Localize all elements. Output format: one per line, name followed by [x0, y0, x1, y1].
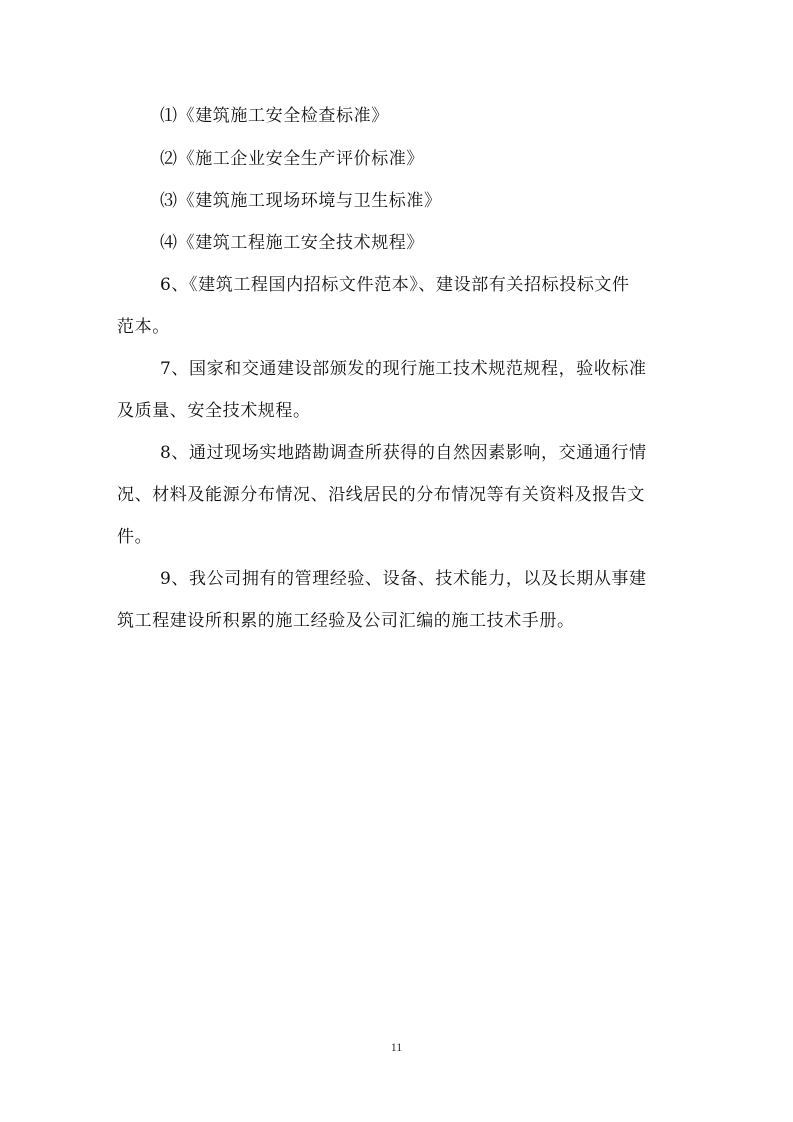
standard-item-4: ⑴《建筑施工安全检查标准》: [160, 106, 389, 126]
standard-item-6: ⑶《建筑施工现场环境与卫生标准》: [160, 191, 442, 211]
paragraph-9-line-1: 9、我公司拥有的管理经验、设备、技术能力，以及长期从事建: [160, 569, 647, 589]
paragraph-7-line-2: 及质量、安全技术规程。: [117, 401, 311, 421]
paragraph-8-line-1: 8、通过现场实地踏勘调查所获得的自然因素影响，交通通行情: [160, 443, 647, 463]
paragraph-6-line-2: 范本。: [117, 317, 170, 337]
paragraph-7-line-1: 7、国家和交通建设部颁发的现行施工技术规范规程，验收标准: [160, 359, 647, 379]
paragraph-8-line-2: 况、材料及能源分布情况、沿线居民的分布情况等有关资料及报告文: [117, 485, 645, 505]
paragraph-8-line-3: 件。: [117, 527, 153, 547]
paragraph-9-line-2: 筑工程建设所积累的施工经验及公司汇编的施工技术手册。: [117, 611, 575, 631]
standard-item-7: ⑷《建筑工程施工安全技术规程》: [160, 233, 424, 253]
page-number: 11: [390, 1040, 403, 1054]
paragraph-6-line-1: 6、《建筑工程国内招标文件范本》、建设部有关招标投标文件: [160, 275, 630, 295]
standard-item-5: ⑵《施工企业安全生产评价标准》: [160, 149, 424, 169]
